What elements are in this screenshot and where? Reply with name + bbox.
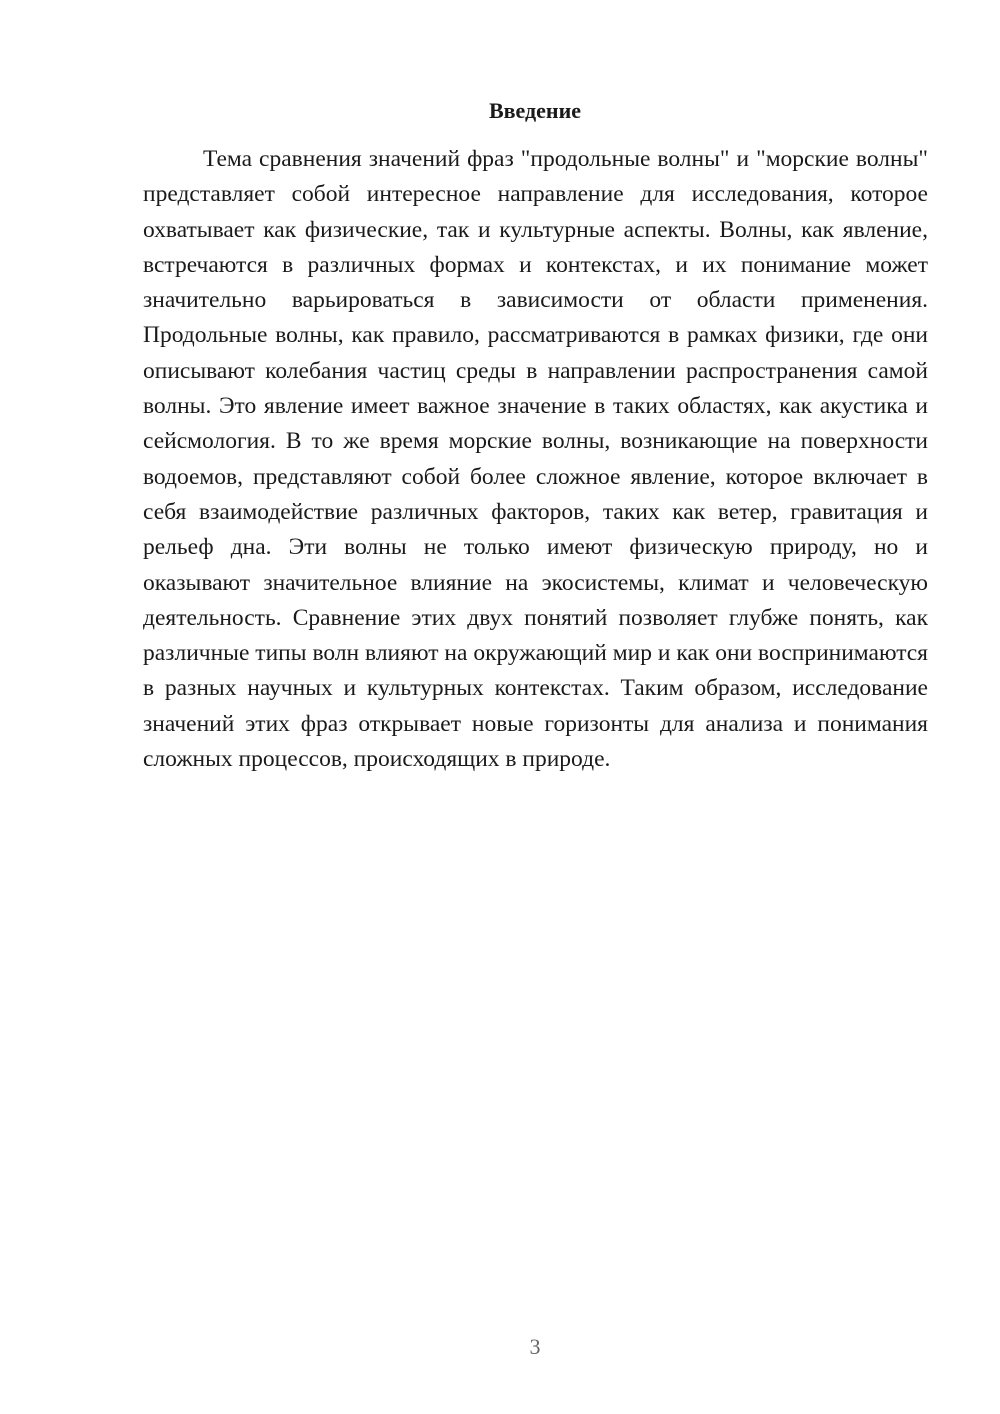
section-heading: Введение	[488, 98, 582, 123]
body-paragraph: Тема сравнения значений фраз "продольные волны" и "морские волны" представляет собой интересное направление для исследования, которое охватывает как физические, так и культурные аспекты. Волны, как явление, встречаются в различных формах и контекстах, и их понимание может значительно варьироваться в зависимости от области применения. Продольные волны, как правило, рассматриваются в рамках физики, где они описывают колебания частиц среды в направлении распространения самой волны. Это явление имеет важное значение в таких областях, как акустика и сейсмология. В то же время морские волны, возникающие на поверхности водоемов, представляют собой более сложное явление, которое включает в себя взаимодействие различных факторов, таких как ветер, гравитация и рельеф дна. Эти волны не только имеют физическую природу, но и оказывают значительное влияние на экосистемы, климат и человеческую деятельность. Сравнение этих двух понятий позволяет глубже понять, как различные типы волн влияют на окружающий мир и как они воспринимаются в разных научных и культурных контекстах. Таким образом, исследование значений этих фраз открывает новые горизонты для анализа и понимания сложных процессов, происходящих в природе.	[143, 146, 928, 773]
page-number: 3	[529, 1334, 541, 1359]
